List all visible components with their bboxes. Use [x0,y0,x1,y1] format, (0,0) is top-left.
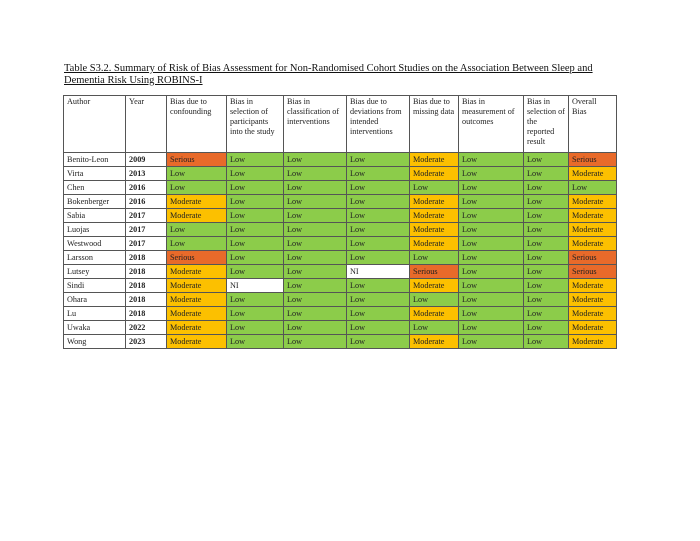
header-missing-data: Bias due to missing data [410,96,459,153]
cell-classification-interventions: Low [284,167,347,181]
cell-missing-data: Moderate [410,167,459,181]
cell-missing-data: Moderate [410,307,459,321]
header-measurement-outcomes: Bias in measurement of outcomes [459,96,524,153]
cell-reported-result: Low [524,335,569,349]
table-row [64,181,617,195]
cell-measurement-outcomes: Low [459,279,524,293]
cell-deviations: Low [347,293,410,307]
cell-author: Lutsey [64,265,126,279]
cell-confounding: Moderate [167,209,227,223]
cell-author: Bokenberger [64,195,126,209]
cell-selection-participants: Low [227,181,284,195]
cell-reported-result: Low [524,307,569,321]
cell-author: Lu [64,307,126,321]
cell-selection-participants: Low [227,321,284,335]
cell-author: Uwaka [64,321,126,335]
cell-deviations: Low [347,307,410,321]
cell-missing-data: Low [410,251,459,265]
cell-missing-data: Low [410,181,459,195]
cell-author: Sabia [64,209,126,223]
header-year: Year [126,96,167,153]
cell-deviations: Low [347,153,410,167]
cell-overall-bias: Moderate [569,279,617,293]
cell-year: 2016 [126,195,167,209]
cell-deviations: Low [347,279,410,293]
cell-selection-participants: Low [227,335,284,349]
cell-classification-interventions: Low [284,181,347,195]
header-selection-participants: Bias in selection of participants into the study [227,96,284,153]
cell-year: 2018 [126,251,167,265]
cell-reported-result: Low [524,195,569,209]
table-row [64,223,617,237]
cell-deviations: Low [347,195,410,209]
cell-selection-participants: Low [227,167,284,181]
cell-deviations: Low [347,209,410,223]
cell-selection-participants: Low [227,307,284,321]
cell-overall-bias: Low [569,181,617,195]
cell-selection-participants: Low [227,195,284,209]
cell-missing-data: Low [410,321,459,335]
cell-year: 2017 [126,209,167,223]
cell-confounding: Low [167,167,227,181]
cell-classification-interventions: Low [284,307,347,321]
table-body [64,153,617,349]
cell-selection-participants: Low [227,223,284,237]
cell-classification-interventions: Low [284,209,347,223]
cell-confounding: Serious [167,251,227,265]
cell-selection-participants: Low [227,293,284,307]
cell-measurement-outcomes: Low [459,167,524,181]
cell-confounding: Moderate [167,265,227,279]
cell-author: Chen [64,181,126,195]
cell-missing-data: Moderate [410,153,459,167]
table-row [64,209,617,223]
cell-classification-interventions: Low [284,195,347,209]
table-row [64,293,617,307]
cell-reported-result: Low [524,265,569,279]
cell-author: Virta [64,167,126,181]
cell-author: Luojas [64,223,126,237]
header-confounding: Bias due to confounding [167,96,227,153]
cell-overall-bias: Moderate [569,195,617,209]
cell-selection-participants: Low [227,251,284,265]
cell-classification-interventions: Low [284,153,347,167]
cell-classification-interventions: Low [284,335,347,349]
cell-deviations: Low [347,167,410,181]
cell-classification-interventions: Low [284,251,347,265]
cell-measurement-outcomes: Low [459,321,524,335]
cell-deviations: Low [347,321,410,335]
cell-selection-participants: Low [227,209,284,223]
cell-deviations: Low [347,335,410,349]
header-classification-interventions: Bias in classification of interventions [284,96,347,153]
cell-author: Benito-Leon [64,153,126,167]
cell-measurement-outcomes: Low [459,307,524,321]
cell-missing-data: Moderate [410,209,459,223]
cell-confounding: Low [167,181,227,195]
cell-measurement-outcomes: Low [459,153,524,167]
cell-overall-bias: Serious [569,251,617,265]
cell-year: 2022 [126,321,167,335]
cell-classification-interventions: Low [284,279,347,293]
cell-reported-result: Low [524,237,569,251]
cell-selection-participants: Low [227,237,284,251]
cell-classification-interventions: Low [284,223,347,237]
cell-measurement-outcomes: Low [459,335,524,349]
cell-confounding: Low [167,237,227,251]
table-row [64,195,617,209]
cell-selection-participants: Low [227,265,284,279]
cell-year: 2018 [126,293,167,307]
table-row [64,335,617,349]
cell-year: 2013 [126,167,167,181]
cell-confounding: Moderate [167,307,227,321]
cell-selection-participants: NI [227,279,284,293]
header-deviations: Bias due to deviations from intended interventions [347,96,410,153]
cell-confounding: Moderate [167,195,227,209]
cell-author: Ohara [64,293,126,307]
cell-author: Sindi [64,279,126,293]
cell-reported-result: Low [524,321,569,335]
risk-of-bias-table [63,95,617,349]
cell-overall-bias: Moderate [569,209,617,223]
cell-measurement-outcomes: Low [459,293,524,307]
cell-year: 2018 [126,307,167,321]
table-row [64,279,617,293]
cell-measurement-outcomes: Low [459,209,524,223]
cell-confounding: Moderate [167,293,227,307]
cell-missing-data: Low [410,293,459,307]
cell-reported-result: Low [524,209,569,223]
table-row [64,321,617,335]
cell-deviations: Low [347,251,410,265]
table-row [64,153,617,167]
header-row [64,96,617,153]
cell-reported-result: Low [524,223,569,237]
cell-confounding: Serious [167,153,227,167]
table-row [64,237,617,251]
cell-reported-result: Low [524,181,569,195]
cell-confounding: Moderate [167,335,227,349]
cell-year: 2017 [126,237,167,251]
cell-confounding: Moderate [167,279,227,293]
cell-year: 2018 [126,279,167,293]
cell-classification-interventions: Low [284,265,347,279]
cell-overall-bias: Moderate [569,321,617,335]
cell-author: Westwood [64,237,126,251]
cell-reported-result: Low [524,251,569,265]
cell-deviations: Low [347,237,410,251]
cell-reported-result: Low [524,293,569,307]
table-row [64,265,617,279]
cell-confounding: Low [167,223,227,237]
cell-measurement-outcomes: Low [459,195,524,209]
cell-missing-data: Moderate [410,335,459,349]
cell-overall-bias: Serious [569,153,617,167]
cell-missing-data: Serious [410,265,459,279]
cell-year: 2017 [126,223,167,237]
cell-measurement-outcomes: Low [459,181,524,195]
cell-reported-result: Low [524,279,569,293]
cell-overall-bias: Moderate [569,307,617,321]
table-caption: Table S3.2. Summary of Risk of Bias Assessment for Non-Randomised Cohort Studies on the Association Between Sleep and Dementia Risk Using ROBINS-I [64,63,593,86]
cell-overall-bias: Moderate [569,237,617,251]
cell-year: 2016 [126,181,167,195]
header-author: Author [64,96,126,153]
table-row [64,167,617,181]
header-reported-result: Bias in selection of the reported result [524,96,569,153]
cell-missing-data: Moderate [410,195,459,209]
cell-measurement-outcomes: Low [459,251,524,265]
cell-measurement-outcomes: Low [459,265,524,279]
cell-selection-participants: Low [227,153,284,167]
cell-overall-bias: Moderate [569,223,617,237]
cell-reported-result: Low [524,167,569,181]
cell-deviations: Low [347,181,410,195]
table-row [64,307,617,321]
cell-author: Wong [64,335,126,349]
cell-missing-data: Moderate [410,237,459,251]
cell-author: Larsson [64,251,126,265]
cell-overall-bias: Moderate [569,293,617,307]
cell-year: 2018 [126,265,167,279]
cell-missing-data: Moderate [410,223,459,237]
cell-year: 2009 [126,153,167,167]
cell-reported-result: Low [524,153,569,167]
cell-measurement-outcomes: Low [459,223,524,237]
table-row [64,251,617,265]
cell-classification-interventions: Low [284,293,347,307]
header-overall-bias: Overall Bias [569,96,617,153]
cell-measurement-outcomes: Low [459,237,524,251]
cell-deviations: NI [347,265,410,279]
cell-classification-interventions: Low [284,321,347,335]
cell-deviations: Low [347,223,410,237]
cell-classification-interventions: Low [284,237,347,251]
cell-overall-bias: Moderate [569,167,617,181]
cell-overall-bias: Moderate [569,335,617,349]
cell-confounding: Moderate [167,321,227,335]
cell-overall-bias: Serious [569,265,617,279]
cell-year: 2023 [126,335,167,349]
cell-missing-data: Moderate [410,279,459,293]
